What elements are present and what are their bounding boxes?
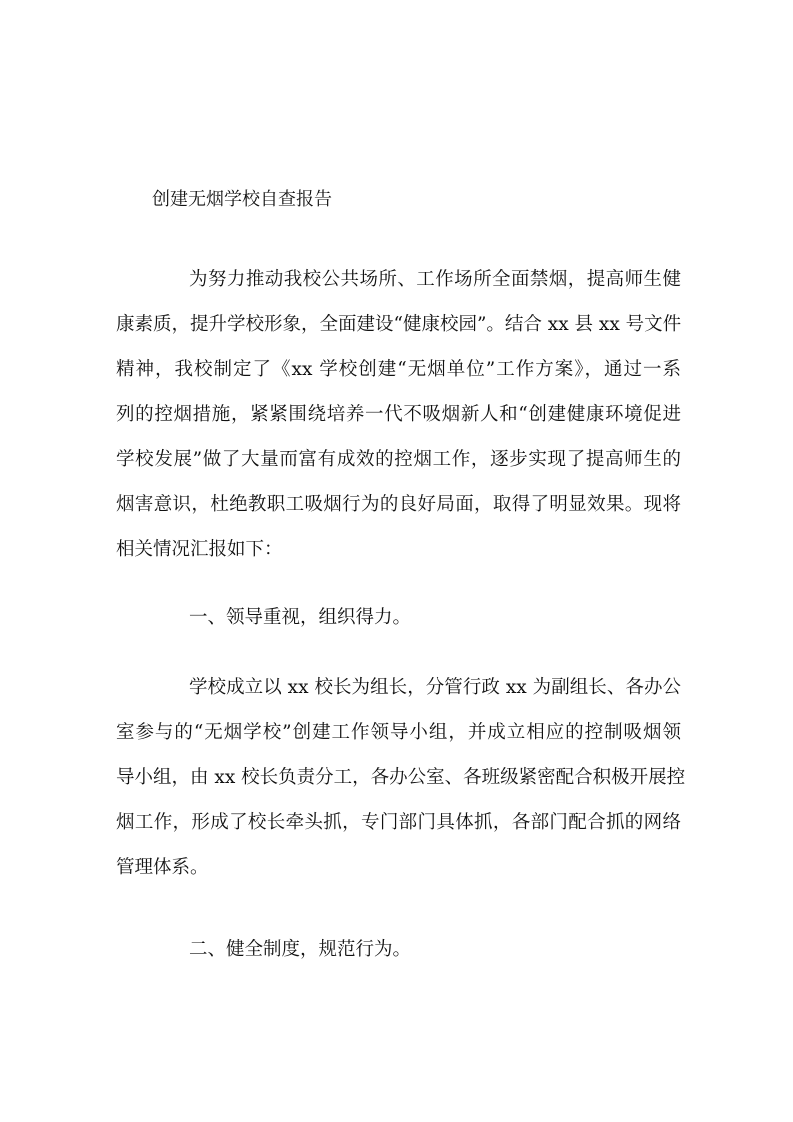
- paragraph-line: 列的控烟措施，紧紧围绕培养一代不吸烟新人和“创建健康环境促进: [116, 404, 681, 425]
- section-heading-1: 一、领导重视，组织得力。: [189, 607, 412, 628]
- paragraph-line: 学校成立以 xx 校长为组长，分管行政 xx 为副组长、各办公: [189, 677, 681, 698]
- paragraph-line: 精神，我校制定了《xx 学校创建“无烟单位”工作方案》，通过一系: [116, 359, 681, 380]
- paragraph-line: 康素质，提升学校形象，全面建设“健康校园”。结合 xx 县 xx 号文件: [116, 314, 682, 335]
- paragraph-line: 学校发展”做了大量而富有成效的控烟工作，逐步实现了提高师生的: [116, 449, 681, 470]
- paragraph-line: 导小组，由 xx 校长负责分工，各办公室、各班级紧密配合积极开展控: [116, 767, 686, 788]
- paragraph-line: 相关情况汇报如下：: [116, 539, 283, 560]
- paragraph-line: 管理体系。: [116, 857, 209, 878]
- section-heading-2: 二、健全制度，规范行为。: [189, 939, 412, 960]
- paragraph-line: 烟害意识，杜绝教职工吸烟行为的良好局面，取得了明显效果。现将: [116, 494, 681, 515]
- paragraph-line: 烟工作，形成了校长牵头抓，专门部门具体抓，各部门配合抓的网络: [116, 812, 681, 833]
- paragraph-line: 室参与的“无烟学校”创建工作领导小组，并成立相应的控制吸烟领: [116, 722, 681, 743]
- paragraph-line: 为努力推动我校公共场所、工作场所全面禁烟，提高师生健: [189, 269, 681, 290]
- document-title: 创建无烟学校自查报告: [152, 189, 332, 210]
